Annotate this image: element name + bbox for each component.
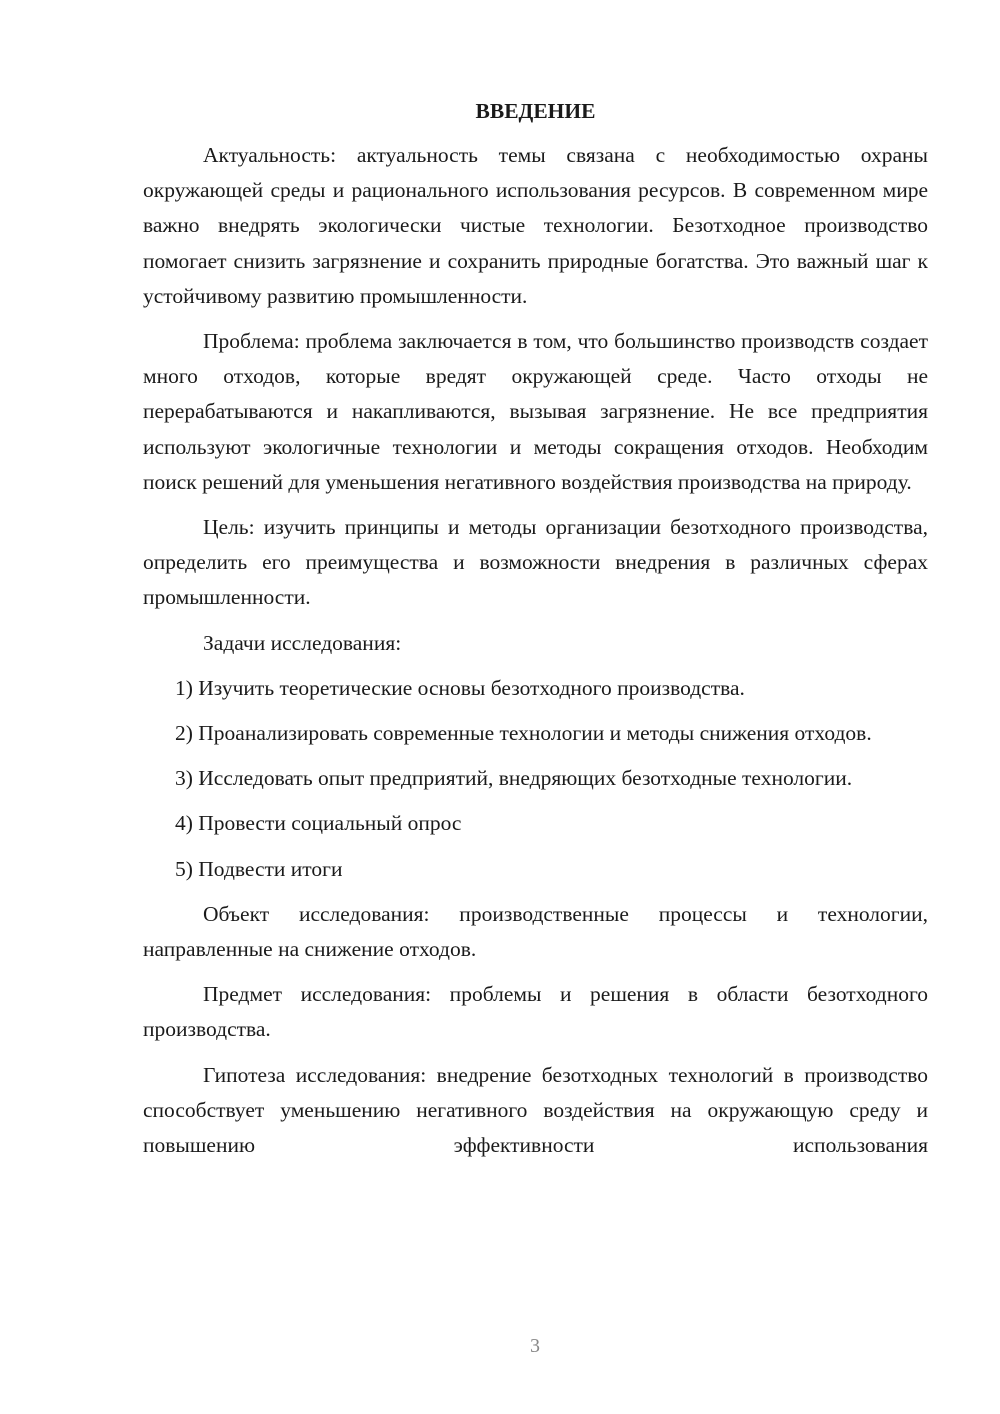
task-item-3: 3) Исследовать опыт предприятий, внедряющих безотходные технологии. xyxy=(175,766,853,791)
task-item-4: 4) Провести социальный опрос xyxy=(175,811,462,836)
tasks-heading: Задачи исследования: xyxy=(203,630,402,655)
task-item-5: 5) Подвести итоги xyxy=(175,856,343,881)
hypothesis-paragraph: Гипотеза исследования: внедрение безотходных технологий в производство способствует уменьшению негативного воздействия на окружающую среду и повышению эффективности использования xyxy=(143,1062,928,1158)
relevance-paragraph: Актуальность: актуальность темы связана с необходимостью охраны окружающей среды и рационального использования ресурсов. В современном мире важно внедрять экологически чистые технологии. Безотходное производство помогает снизить загрязнение и сохранить природные богатства. Это важный шаг к устойчивому развитию промышленности. xyxy=(143,143,928,308)
page-title: ВВЕДЕНИЕ xyxy=(475,99,596,123)
task-item-1: 1) Изучить теоретические основы безотходного производства. xyxy=(175,675,745,700)
page-number: 3 xyxy=(530,1335,540,1357)
subject-paragraph: Предмет исследования: проблемы и решения в области безотходного производства. xyxy=(143,982,928,1042)
object-paragraph: Объект исследования: производственные процессы и технологии, направленные на снижение отходов. xyxy=(143,901,928,962)
document-page xyxy=(143,96,928,1163)
problem-paragraph: Проблема: проблема заключается в том, что большинство производств создает много отходов, которые вредят окружающей среде. Часто отходы не перерабатываются и накапливаются, вызывая загрязнение. Не все предприятия используют экологичные технологии и методы сокращения отходов. Необходим поиск решений для уменьшения негативного воздействия производства на природу. xyxy=(143,329,928,494)
goal-paragraph: Цель: изучить принципы и методы организации безотходного производства, определить его преимущества и возможности внедрения в различных сферах промышленности. xyxy=(143,515,928,610)
task-item-2: 2) Проанализировать современные технологии и методы снижения отходов. xyxy=(175,721,872,746)
